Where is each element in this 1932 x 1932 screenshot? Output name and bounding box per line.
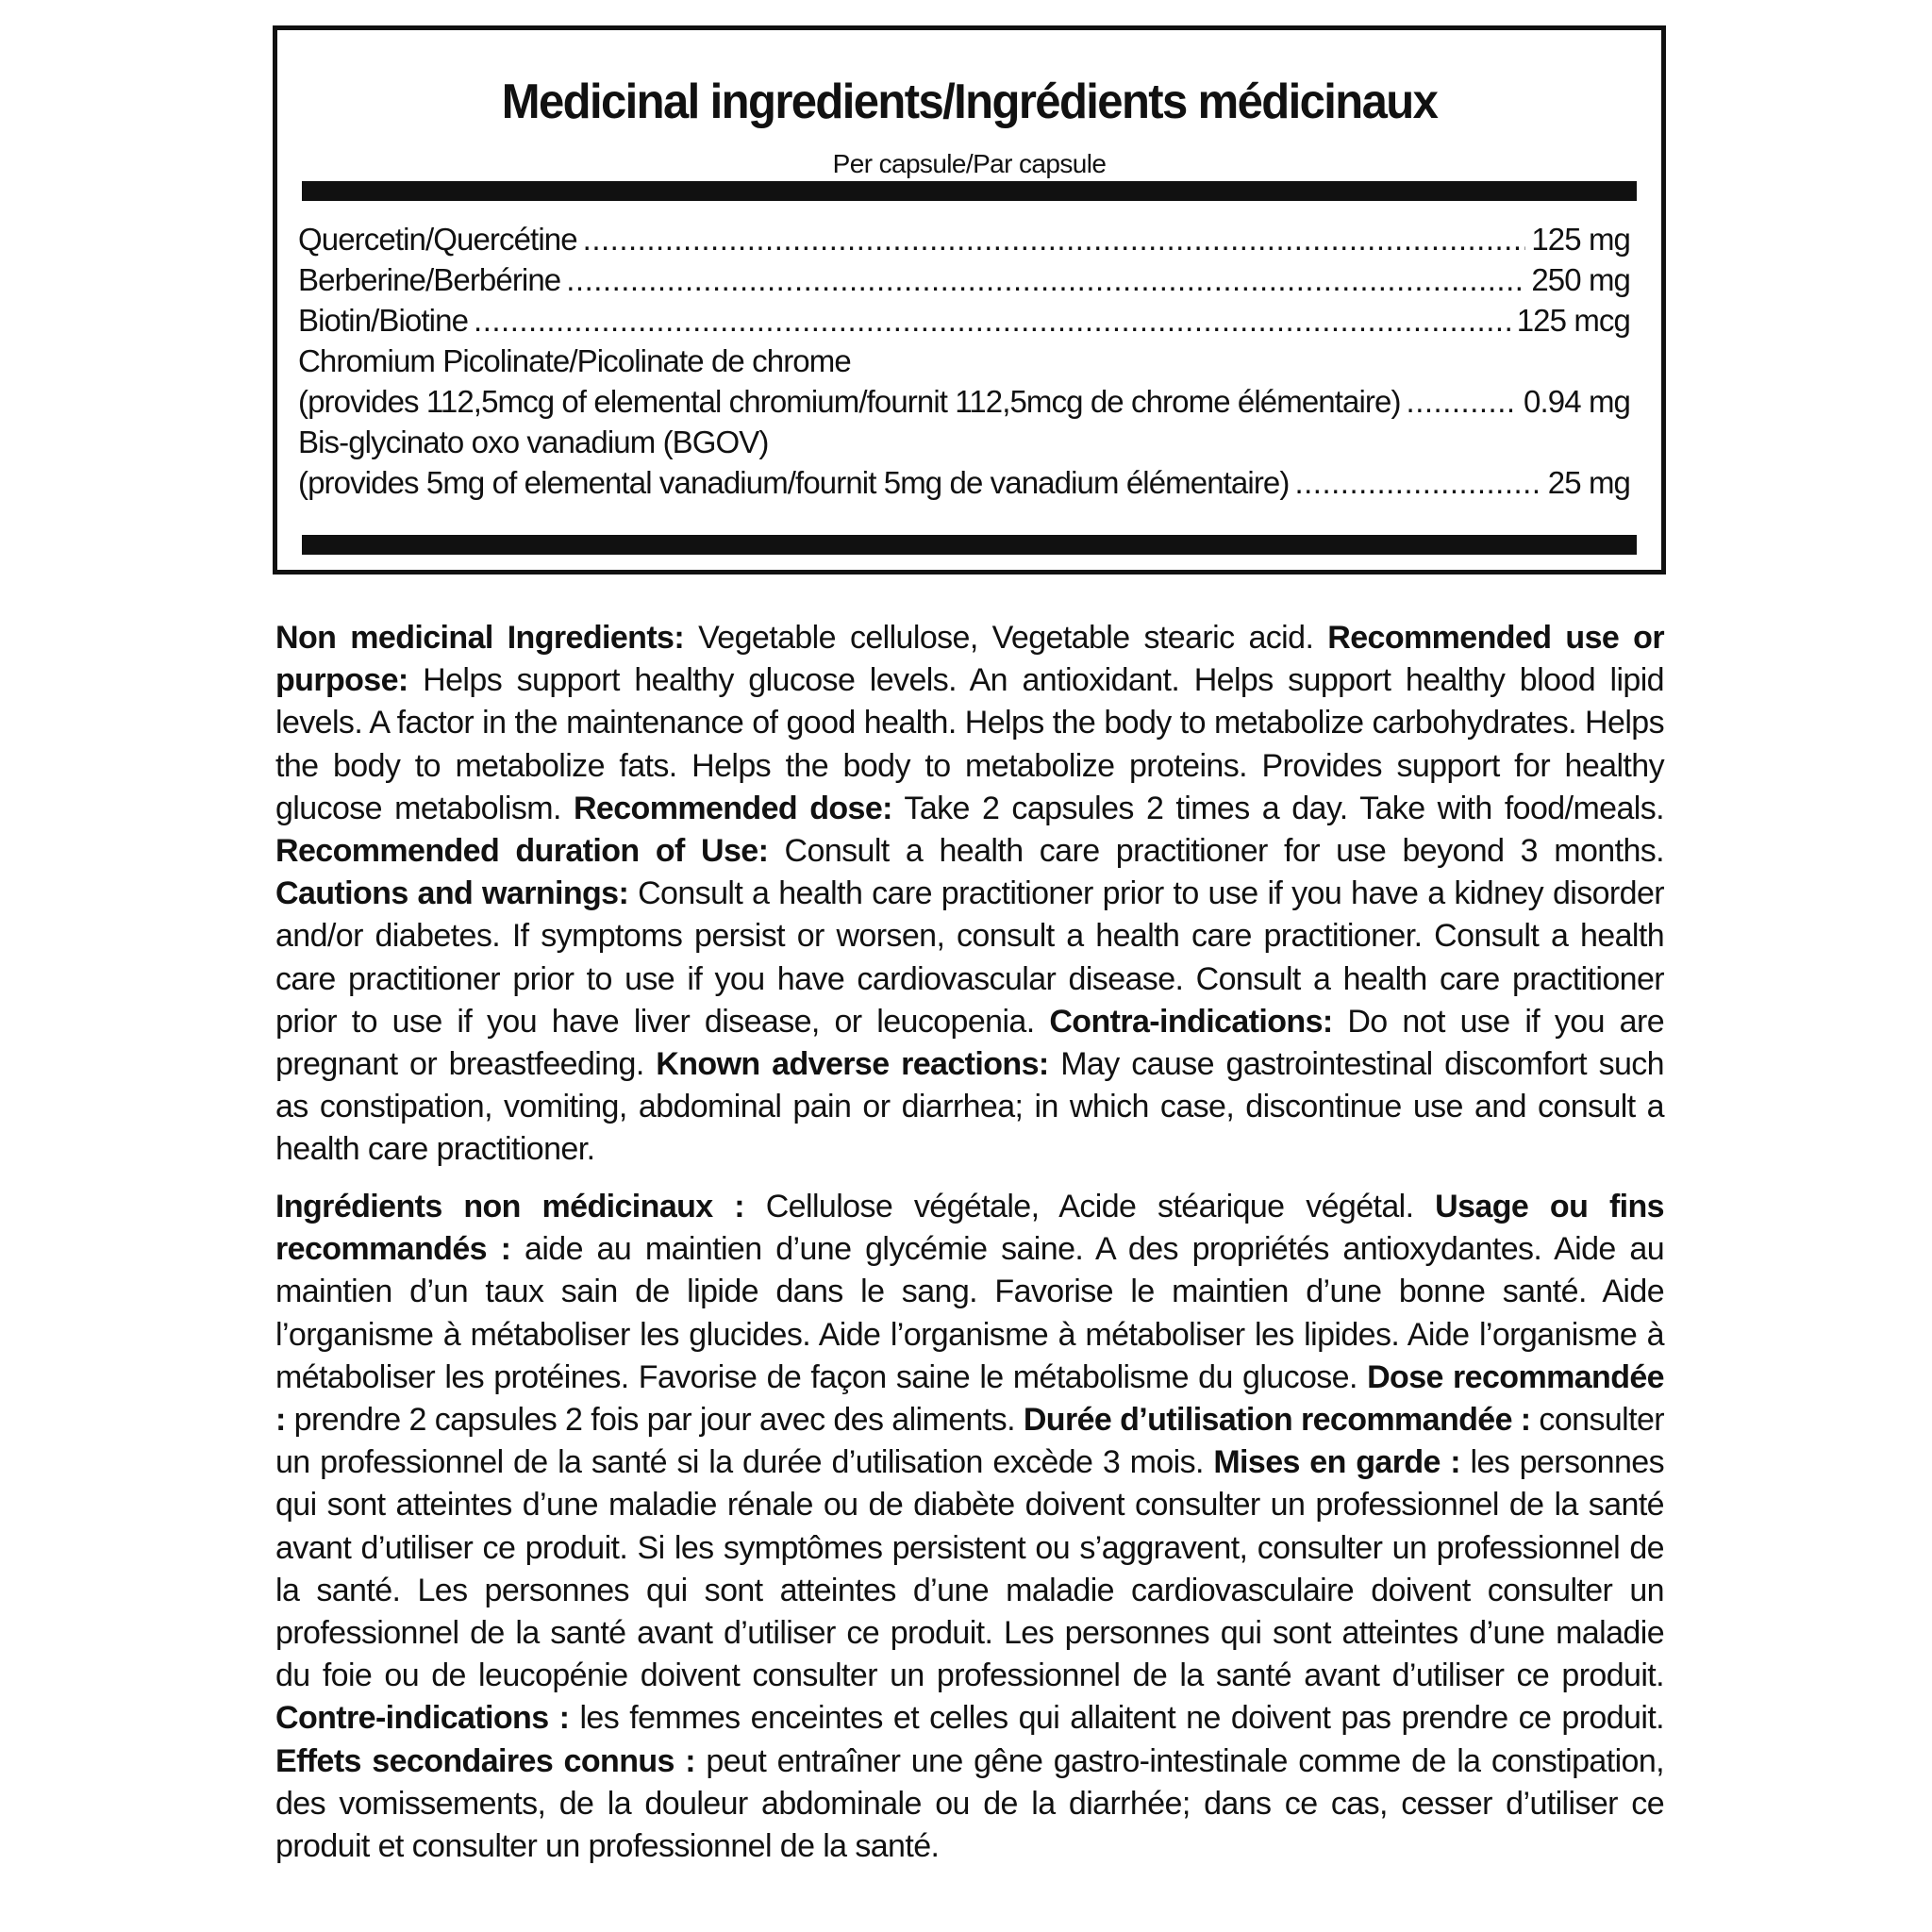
ingredient-name: Chromium Picolinate/Picolinate de chrome: [298, 343, 851, 378]
medicinal-ingredients-panel: [273, 25, 1666, 575]
ingredient-name: Quercetin/Quercétine: [298, 222, 577, 257]
ingredient-row: [298, 425, 1630, 465]
ingredient-detail: (provides 5mg of elemental vanadium/fournit 5mg de vanadium élémentaire): [298, 465, 1290, 500]
leader-dots: [474, 303, 1511, 339]
ingredient-row: [298, 222, 1630, 262]
ingredient-name: Berberine/Berbérine: [298, 262, 561, 297]
ingredient-row: [298, 303, 1630, 343]
adverse-text: May cause gastrointestinal discomfort such as constipation, vomiting, abdominal pain or diarrhea; in which case, discontinue use and consult a health care practitioner.: [275, 1046, 1664, 1168]
ingredient-amount: 25 mg: [1547, 465, 1630, 500]
duration-label: Recommended duration of Use:: [275, 833, 769, 870]
use-text: aide au maintien d’une glycémie saine. A des propriétés antioxydantes. Aide au maintien d’un taux sain de lipide dans le sang. Favorise le maintien d’une bonne santé. Aide l’organisme à métaboliser les glucides. Aide l’organisme à métaboliser les lipides. Aide l’organisme à métaboliser les protéines. Favorise de façon saine le métabolisme du glucose.: [275, 1231, 1665, 1395]
dose-text: prendre 2 capsules 2 fois par jour avec des aliments.: [285, 1402, 1024, 1439]
contra-label: Contre-indications :: [275, 1700, 570, 1737]
contra-text: Do not use if you are pregnant or breastfeeding.: [275, 1003, 1665, 1083]
nonmed-text: Cellulose végétale, Acide stéarique végétal.: [744, 1189, 1436, 1224]
leader-dots: [1294, 465, 1541, 501]
ingredient-row: [298, 384, 1630, 425]
cautions-label: Mises en garde :: [1213, 1444, 1461, 1481]
leader-dots: [583, 222, 1526, 258]
use-label: Usage ou fins recommandés :: [275, 1189, 1664, 1268]
adverse-label: Effets secondaires connus :: [275, 1742, 695, 1779]
english-label-text: [275, 617, 1664, 1172]
cautions-text: Consult a health care practitioner prior to use if you have a kidney disorder and/or diabetes. If symptoms persist or worsen, consult a health care practitioner. Consult a health care practitioner prior to use if you have cardiovascular disease. Consult a health care practitioner prior to use if you have liver disease, or leucopenia.: [275, 875, 1664, 1040]
adverse-text: peut entraîner une gêne gastro-intestinale comme de la constipation, des vomissements, de la douleur abdominale ou de la diarrhée; dans ce cas, cesser d’utiliser ce produit et consulter un professionnel de la santé.: [275, 1742, 1664, 1865]
leader-dots: [566, 262, 1525, 298]
cautions-label: Cautions and warnings:: [275, 875, 629, 912]
dose-text: Take 2 capsules 2 times a day. Take with food/meals.: [891, 790, 1665, 826]
ingredient-row: [298, 262, 1630, 303]
use-label: Recommended use or purpose:: [275, 620, 1664, 699]
ingredient-row: [298, 343, 1630, 384]
nonmed-label: Ingrédients non médicinaux :: [275, 1189, 745, 1224]
duration-text: Consult a health care practitioner for use beyond 3 months.: [768, 833, 1664, 870]
ingredient-amount: 250 mg: [1531, 262, 1630, 297]
ingredient-name: Bis-glycinato oxo vanadium (BGOV): [298, 425, 769, 459]
french-label-text: [275, 1186, 1664, 1868]
ingredient-amount: 125 mg: [1531, 222, 1630, 257]
nonmed-text: Vegetable cellulose, Vegetable stearic acid.: [684, 620, 1328, 656]
adverse-label: Known adverse reactions:: [656, 1046, 1049, 1083]
dose-label: Dose recommandée :: [275, 1358, 1664, 1439]
nonmed-label: Non medicinal Ingredients:: [275, 620, 685, 656]
ingredient-name: Biotin/Biotine: [298, 303, 469, 338]
panel-subtitle: Per capsule/Par capsule: [832, 149, 1107, 178]
duration-label: Durée d’utilisation recommandée :: [1023, 1402, 1531, 1439]
ingredient-amount: 125 mcg: [1516, 303, 1630, 338]
dose-label: Recommended dose:: [573, 790, 892, 826]
contra-label: Contra-indications:: [1049, 1003, 1333, 1040]
use-text: Helps support healthy glucose levels. An antioxidant. Helps support healthy blood lipid levels. A factor in the maintenance of good health. Helps the body to metabolize carbohydrates. Helps the body to metabolize fats. Helps the body to metabolize proteins. Provides support for healthy glucose metabolism.: [275, 662, 1664, 826]
duration-text: consulter un professionnel de la santé si la durée d’utilisation excède 3 mois.: [275, 1402, 1664, 1481]
ingredient-detail: (provides 112,5mcg of elemental chromium/fournit 112,5mcg de chrome élémentaire): [298, 384, 1401, 419]
ingredient-row: [298, 465, 1630, 506]
bottom-rule: [302, 535, 1637, 555]
ingredient-amount: 0.94 mg: [1524, 384, 1630, 419]
leader-dots: [1407, 384, 1519, 420]
contra-text: les femmes enceintes et celles qui allaitent ne doivent pas prendre ce produit.: [569, 1700, 1665, 1737]
top-rule: [302, 181, 1637, 201]
panel-title: Medicinal ingredients/Ingrédients médicinaux: [501, 75, 1438, 129]
cautions-text: les personnes qui sont atteintes d’une maladie rénale ou de diabète doivent consulter un professionnel de la santé avant d’utiliser ce produit. Si les symptômes persistent ou s’aggravent, consulter un professionnel de la santé. Les personnes qui sont atteintes d’une maladie cardiovasculaire doivent consulter un professionnel de la santé avant d’utiliser ce produit. Les personnes qui sont atteintes d’une maladie du foie ou de leucopénie doivent consulter un professionnel de la santé avant d’utiliser ce produit.: [275, 1444, 1664, 1694]
ingredient-list: [298, 222, 1630, 506]
